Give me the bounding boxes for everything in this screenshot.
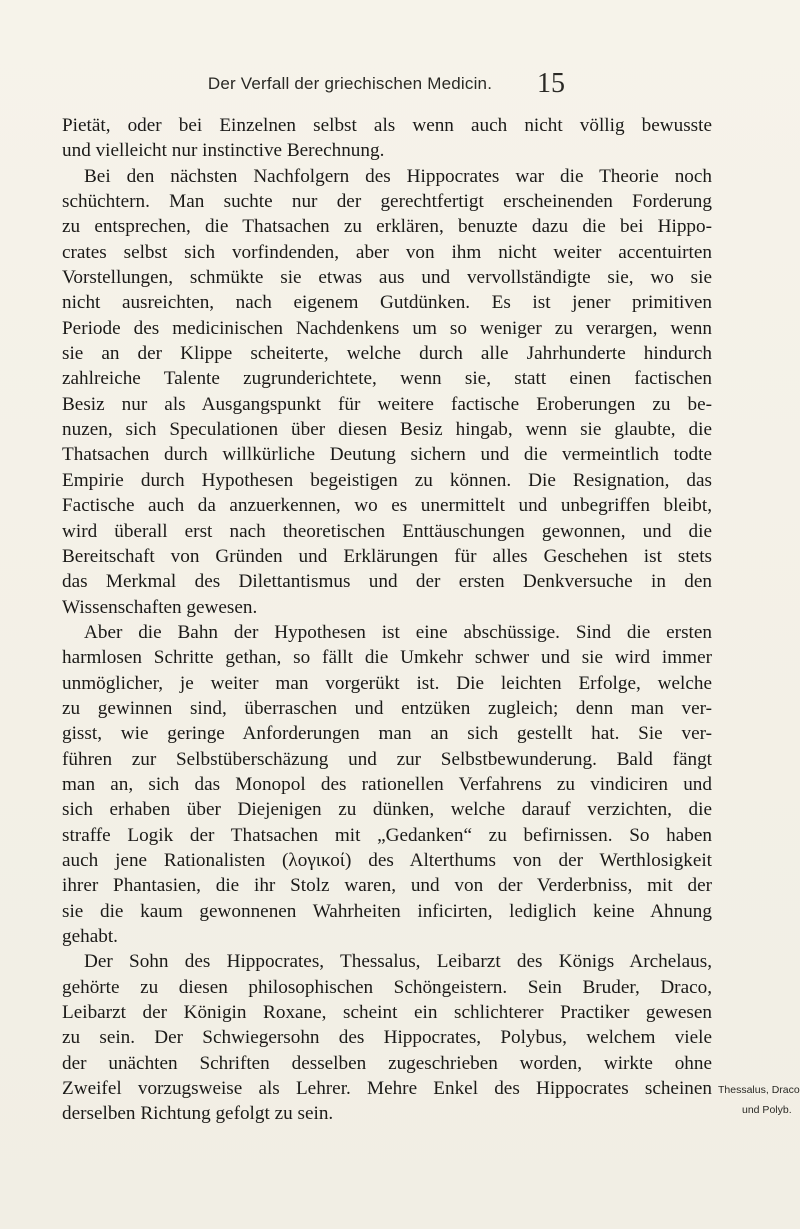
text-line: schüchtern. Man suchte nur der gerechtfertigt erscheinenden Forderung <box>62 191 712 213</box>
text-line: Der Sohn des Hippocrates, Thessalus, Leibarzt des Königs Archelaus, <box>84 951 712 973</box>
text-line: ihrer Phantasien, die ihr Stolz waren, und von der Verderbniss, mit der <box>62 875 712 897</box>
text-line: Leibarzt der Königin Roxane, scheint ein schlichterer Practiker gewesen <box>62 1002 712 1024</box>
text-line: Bereitschaft von Gründen und Erklärungen für alles Geschehen ist stets <box>62 545 712 567</box>
text-line: führen zur Selbstüberschäzung und zur Selbstbewunderung. Bald fängt <box>62 748 712 770</box>
text-line: sie die kaum gewonnenen Wahrheiten inficirten, lediglich keine Ahnung <box>62 900 712 922</box>
text-line: Aber die Bahn der Hypothesen ist eine abschüssige. Sind die ersten <box>84 621 712 643</box>
text-line: zu sein. Der Schwiegersohn des Hippocrates, Polybus, welchem viele <box>62 1027 712 1049</box>
text-line: zu entsprechen, die Thatsachen zu erklären, benuzte dazu die bei Hippo- <box>62 216 712 238</box>
text-line: Wissenschaften gewesen. <box>62 596 258 618</box>
running-title: Der Verfall der griechischen Medicin. <box>207 74 493 93</box>
text-line: nicht ausreichten, nach eigenem Gutdünken. Es ist jener primitiven <box>62 292 712 314</box>
text-line: Bei den nächsten Nachfolgern des Hippocrates war die Theorie noch <box>84 165 712 187</box>
text-line: Thatsachen durch willkürliche Deutung sichern und die vermeintlich todte <box>62 444 712 466</box>
text-line: Pietät, oder bei Einzelnen selbst als wenn auch nicht völlig bewusste <box>62 115 712 136</box>
text-line: man an, sich das Monopol des rationellen Verfahrens zu vindiciren und <box>62 773 712 795</box>
text-line: sie an der Klippe scheiterte, welche durch alle Jahrhunderte hindurch <box>62 343 712 365</box>
running-head <box>0 66 800 106</box>
margin-notes <box>720 1080 800 1120</box>
text-line: unmöglicher, je weiter man vorgerükt ist. Die leichten Erfolge, welche <box>62 672 712 694</box>
text-line: harmlosen Schritte gethan, so fällt die Umkehr schwer und sie wird immer <box>62 647 712 669</box>
text-line: derselben Richtung gefolgt zu sein. <box>62 1103 334 1125</box>
page-number: 15 <box>537 68 565 99</box>
text-line: Vorstellungen, schmükte sie etwas aus und vervollständigte sie, wo sie <box>62 267 712 289</box>
text-line: das Merkmal des Dilettantismus und der ersten Denkversuche in den <box>62 571 712 593</box>
text-line: Besiz nur als Ausgangspunkt für weitere factische Eroberungen zu be- <box>62 393 712 415</box>
text-line: zahlreiche Talente zugrunderichtete, wenn sie, statt einen factischen <box>62 368 712 390</box>
text-line: auch jene Rationalisten (λογικοί) des Alterthums von der Werthlosigkeit <box>62 849 712 871</box>
text-line: gehabt. <box>62 926 118 947</box>
text-line: Factische auch da anzuerkennen, wo es unermittelt und unbegriffen bleibt, <box>62 495 712 517</box>
text-line: sich erhaben über Diejenigen zu dünken, welche darauf verzichten, die <box>62 799 712 821</box>
margin-note: und Polyb. <box>742 1104 792 1116</box>
text-line: Zweifel vorzugsweise als Lehrer. Mehre Enkel des Hippocrates scheinen <box>62 1078 712 1100</box>
text-line: der unächten Schriften desselben zugeschrieben worden, wirkte ohne <box>62 1052 712 1074</box>
text-line: gehörte zu diesen philosophischen Schöngeistern. Sein Bruder, Draco, <box>62 976 712 998</box>
text-line: Periode des medicinischen Nachdenkens um so weniger zu verargen, wenn <box>62 317 712 339</box>
margin-note: Thessalus, Draco <box>718 1084 800 1096</box>
text-line: zu gewinnen sind, überraschen und entzüken zugleich; denn man ver- <box>62 697 712 719</box>
text-line: nuzen, sich Speculationen über diesen Besiz hingab, wenn sie glaubte, die <box>62 419 712 441</box>
text-line: gisst, wie geringe Anforderungen man an sich gestellt hat. Sie ver- <box>62 723 712 745</box>
text-line: straffe Logik der Thatsachen mit „Gedanken“ zu befirnissen. So haben <box>62 824 712 846</box>
body-text <box>62 113 712 1127</box>
text-line: und vielleicht nur instinctive Berechnung. <box>62 140 385 162</box>
text-line: crates selbst sich vorfindenden, aber von ihm nicht weiter accentuirten <box>62 241 712 263</box>
text-line: wird überall erst nach theoretischen Enttäuschungen gewonnen, und die <box>62 520 712 542</box>
text-line: Empirie durch Hypothesen begeistigen zu können. Die Resignation, das <box>62 469 712 491</box>
